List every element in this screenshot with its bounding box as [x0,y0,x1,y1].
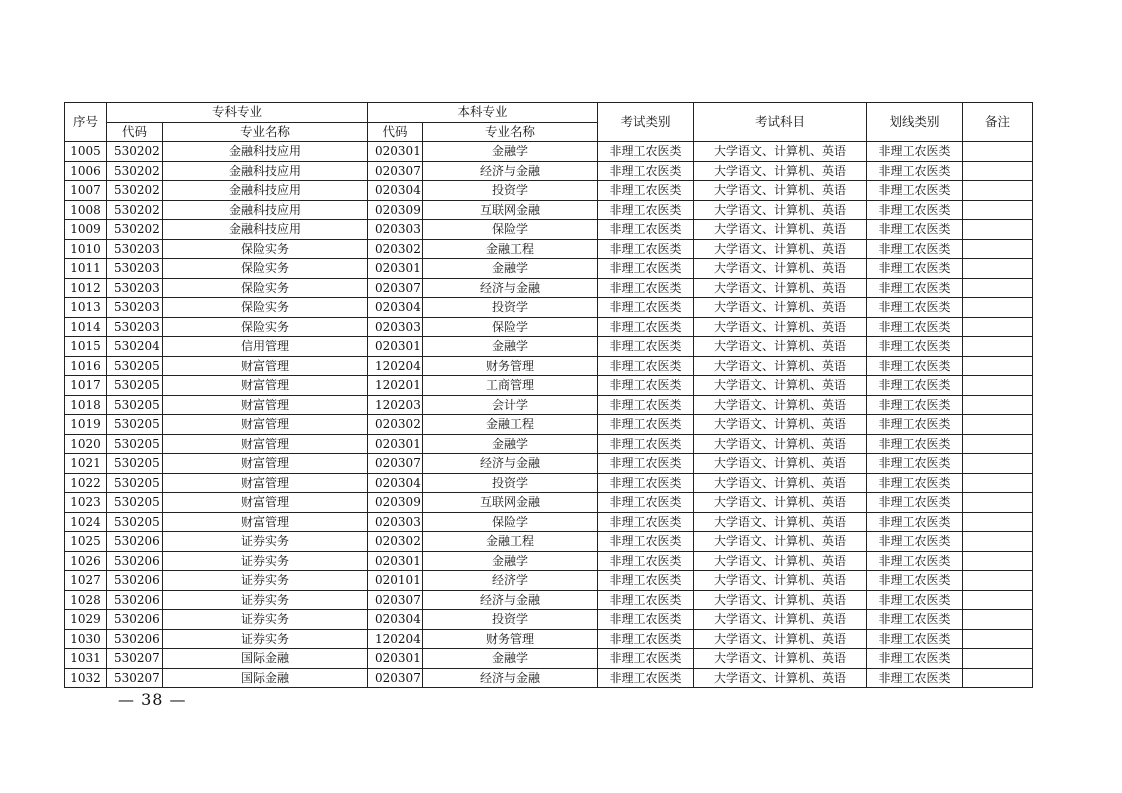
cell-seq: 1015 [65,337,107,357]
cell-benke-name: 经济与金融 [423,161,598,181]
cell-zhuanke-code: 530206 [107,629,163,649]
table-row [65,317,1033,337]
table-row [65,532,1033,552]
cell-line-type: 非理工农医类 [867,434,963,454]
cell-remark [963,395,1033,415]
cell-benke-code: 020101 [368,571,423,591]
cell-line-type: 非理工农医类 [867,376,963,396]
cell-remark [963,337,1033,357]
cell-seq: 1031 [65,649,107,669]
cell-exam-type: 非理工农医类 [598,668,694,688]
header-zhuanke: 专科专业 [107,103,368,123]
cell-exam-type: 非理工农医类 [598,454,694,474]
cell-exam-type: 非理工农医类 [598,259,694,279]
cell-seq: 1020 [65,434,107,454]
cell-benke-name: 经济学 [423,571,598,591]
cell-exam-subjects: 大学语文、计算机、英语 [694,278,867,298]
cell-line-type: 非理工农医类 [867,571,963,591]
cell-benke-code: 020301 [368,142,423,162]
cell-remark [963,590,1033,610]
header-zhuanke-code: 代码 [107,122,163,142]
cell-seq: 1007 [65,181,107,201]
cell-benke-code: 020307 [368,454,423,474]
cell-exam-type: 非理工农医类 [598,512,694,532]
header-benke: 本科专业 [368,103,598,123]
cell-zhuanke-code: 530203 [107,259,163,279]
cell-zhuanke-name: 证券实务 [163,551,368,571]
cell-seq: 1026 [65,551,107,571]
cell-remark [963,200,1033,220]
cell-exam-type: 非理工农医类 [598,493,694,513]
cell-benke-name: 投资学 [423,298,598,318]
cell-zhuanke-name: 财富管理 [163,473,368,493]
cell-zhuanke-name: 保险实务 [163,317,368,337]
cell-zhuanke-name: 财富管理 [163,454,368,474]
cell-zhuanke-name: 金融科技应用 [163,220,368,240]
cell-exam-type: 非理工农医类 [598,415,694,435]
cell-benke-code: 120201 [368,376,423,396]
cell-line-type: 非理工农医类 [867,532,963,552]
table-row [65,415,1033,435]
table-row [65,649,1033,669]
cell-line-type: 非理工农医类 [867,278,963,298]
cell-seq: 1014 [65,317,107,337]
cell-zhuanke-name: 国际金融 [163,668,368,688]
cell-exam-subjects: 大学语文、计算机、英语 [694,493,867,513]
cell-exam-type: 非理工农医类 [598,142,694,162]
cell-remark [963,454,1033,474]
header-remark: 备注 [963,103,1033,142]
cell-line-type: 非理工农医类 [867,668,963,688]
cell-benke-name: 互联网金融 [423,200,598,220]
cell-line-type: 非理工农医类 [867,473,963,493]
cell-benke-code: 020307 [368,590,423,610]
cell-benke-code: 020304 [368,610,423,630]
cell-zhuanke-code: 530203 [107,239,163,259]
cell-exam-subjects: 大学语文、计算机、英语 [694,239,867,259]
cell-exam-type: 非理工农医类 [598,629,694,649]
cell-benke-name: 金融工程 [423,532,598,552]
cell-remark [963,610,1033,630]
table-row [65,220,1033,240]
cell-exam-type: 非理工农医类 [598,239,694,259]
cell-line-type: 非理工农医类 [867,161,963,181]
page-number: — 38 — [118,690,187,709]
cell-exam-type: 非理工农医类 [598,220,694,240]
cell-zhuanke-name: 财富管理 [163,395,368,415]
cell-remark [963,220,1033,240]
cell-seq: 1027 [65,571,107,591]
cell-benke-code: 020301 [368,259,423,279]
header-line-type: 划线类别 [867,103,963,142]
cell-benke-code: 020301 [368,551,423,571]
cell-benke-code: 020303 [368,512,423,532]
cell-seq: 1019 [65,415,107,435]
table-row [65,629,1033,649]
cell-benke-name: 经济与金融 [423,668,598,688]
table-row [65,434,1033,454]
cell-line-type: 非理工农医类 [867,551,963,571]
cell-zhuanke-name: 证券实务 [163,590,368,610]
cell-line-type: 非理工农医类 [867,298,963,318]
cell-benke-code: 020302 [368,239,423,259]
cell-benke-name: 工商管理 [423,376,598,396]
cell-zhuanke-code: 530203 [107,278,163,298]
cell-zhuanke-name: 国际金融 [163,649,368,669]
cell-zhuanke-code: 530205 [107,395,163,415]
cell-zhuanke-name: 金融科技应用 [163,142,368,162]
cell-exam-type: 非理工农医类 [598,590,694,610]
table-row [65,161,1033,181]
cell-exam-type: 非理工农医类 [598,298,694,318]
cell-zhuanke-name: 保险实务 [163,239,368,259]
cell-seq: 1005 [65,142,107,162]
header-benke-name: 专业名称 [423,122,598,142]
cell-line-type: 非理工农医类 [867,629,963,649]
cell-zhuanke-code: 530203 [107,298,163,318]
cell-remark [963,629,1033,649]
cell-exam-subjects: 大学语文、计算机、英语 [694,610,867,630]
cell-line-type: 非理工农医类 [867,337,963,357]
cell-benke-name: 金融学 [423,551,598,571]
cell-line-type: 非理工农医类 [867,590,963,610]
table-row [65,551,1033,571]
cell-exam-subjects: 大学语文、计算机、英语 [694,298,867,318]
cell-benke-code: 020307 [368,668,423,688]
cell-exam-type: 非理工农医类 [598,610,694,630]
cell-remark [963,532,1033,552]
cell-exam-subjects: 大学语文、计算机、英语 [694,142,867,162]
table-row [65,395,1033,415]
cell-exam-subjects: 大学语文、计算机、英语 [694,629,867,649]
table-row [65,239,1033,259]
cell-zhuanke-code: 530205 [107,454,163,474]
cell-zhuanke-code: 530202 [107,161,163,181]
cell-remark [963,649,1033,669]
table-row [65,278,1033,298]
cell-benke-code: 020303 [368,317,423,337]
table-header [65,103,1033,142]
cell-zhuanke-code: 530207 [107,649,163,669]
cell-zhuanke-name: 证券实务 [163,610,368,630]
cell-remark [963,259,1033,279]
cell-exam-subjects: 大学语文、计算机、英语 [694,259,867,279]
cell-benke-name: 经济与金融 [423,454,598,474]
table-row [65,259,1033,279]
table-row [65,473,1033,493]
cell-zhuanke-code: 530205 [107,415,163,435]
cell-exam-subjects: 大学语文、计算机、英语 [694,551,867,571]
cell-zhuanke-code: 530206 [107,610,163,630]
cell-line-type: 非理工农医类 [867,200,963,220]
cell-seq: 1006 [65,161,107,181]
cell-line-type: 非理工农医类 [867,239,963,259]
cell-line-type: 非理工农医类 [867,493,963,513]
cell-line-type: 非理工农医类 [867,220,963,240]
table-row [65,142,1033,162]
cell-zhuanke-name: 财富管理 [163,493,368,513]
table-row [65,337,1033,357]
cell-exam-type: 非理工农医类 [598,551,694,571]
cell-line-type: 非理工农医类 [867,356,963,376]
cell-seq: 1008 [65,200,107,220]
cell-line-type: 非理工农医类 [867,181,963,201]
cell-zhuanke-code: 530202 [107,142,163,162]
cell-exam-subjects: 大学语文、计算机、英语 [694,376,867,396]
cell-seq: 1009 [65,220,107,240]
cell-exam-subjects: 大学语文、计算机、英语 [694,454,867,474]
cell-remark [963,473,1033,493]
cell-line-type: 非理工农医类 [867,142,963,162]
cell-benke-name: 保险学 [423,317,598,337]
cell-benke-code: 020302 [368,532,423,552]
cell-benke-name: 金融工程 [423,415,598,435]
cell-benke-name: 投资学 [423,181,598,201]
header-exam-type: 考试类别 [598,103,694,142]
cell-zhuanke-name: 保险实务 [163,298,368,318]
cell-seq: 1025 [65,532,107,552]
cell-exam-type: 非理工农医类 [598,376,694,396]
cell-benke-name: 财务管理 [423,629,598,649]
cell-exam-subjects: 大学语文、计算机、英语 [694,181,867,201]
cell-exam-type: 非理工农医类 [598,337,694,357]
cell-exam-subjects: 大学语文、计算机、英语 [694,415,867,435]
cell-exam-type: 非理工农医类 [598,181,694,201]
header-zhuanke-name: 专业名称 [163,122,368,142]
cell-remark [963,434,1033,454]
cell-seq: 1030 [65,629,107,649]
cell-zhuanke-code: 530202 [107,200,163,220]
cell-seq: 1012 [65,278,107,298]
cell-zhuanke-code: 530205 [107,512,163,532]
cell-exam-subjects: 大学语文、计算机、英语 [694,395,867,415]
cell-zhuanke-name: 保险实务 [163,278,368,298]
cell-zhuanke-code: 530205 [107,473,163,493]
cell-zhuanke-name: 证券实务 [163,532,368,552]
cell-exam-subjects: 大学语文、计算机、英语 [694,161,867,181]
cell-zhuanke-code: 530205 [107,493,163,513]
cell-zhuanke-name: 保险实务 [163,259,368,279]
cell-remark [963,181,1033,201]
table-row [65,590,1033,610]
cell-remark [963,161,1033,181]
cell-exam-subjects: 大学语文、计算机、英语 [694,337,867,357]
cell-exam-type: 非理工农医类 [598,473,694,493]
admission-table [64,102,1033,688]
cell-exam-type: 非理工农医类 [598,571,694,591]
header-benke-code: 代码 [368,122,423,142]
cell-zhuanke-name: 财富管理 [163,356,368,376]
cell-zhuanke-name: 财富管理 [163,512,368,532]
cell-benke-name: 投资学 [423,473,598,493]
cell-line-type: 非理工农医类 [867,415,963,435]
cell-seq: 1023 [65,493,107,513]
cell-exam-type: 非理工农医类 [598,161,694,181]
cell-remark [963,415,1033,435]
cell-exam-type: 非理工农医类 [598,532,694,552]
cell-exam-subjects: 大学语文、计算机、英语 [694,590,867,610]
cell-seq: 1032 [65,668,107,688]
cell-seq: 1011 [65,259,107,279]
cell-exam-type: 非理工农医类 [598,317,694,337]
cell-benke-name: 互联网金融 [423,493,598,513]
table-body [65,142,1033,688]
cell-zhuanke-name: 证券实务 [163,629,368,649]
cell-benke-name: 金融学 [423,649,598,669]
cell-seq: 1021 [65,454,107,474]
cell-line-type: 非理工农医类 [867,610,963,630]
cell-benke-name: 金融学 [423,259,598,279]
cell-benke-code: 120204 [368,629,423,649]
table-row [65,571,1033,591]
cell-zhuanke-code: 530205 [107,376,163,396]
cell-remark [963,493,1033,513]
cell-exam-subjects: 大学语文、计算机、英语 [694,649,867,669]
cell-benke-code: 020304 [368,298,423,318]
cell-seq: 1018 [65,395,107,415]
cell-remark [963,317,1033,337]
cell-seq: 1013 [65,298,107,318]
cell-remark [963,512,1033,532]
cell-benke-name: 金融学 [423,337,598,357]
cell-remark [963,571,1033,591]
cell-remark [963,668,1033,688]
cell-benke-name: 经济与金融 [423,590,598,610]
cell-seq: 1028 [65,590,107,610]
cell-zhuanke-name: 财富管理 [163,434,368,454]
cell-zhuanke-name: 金融科技应用 [163,200,368,220]
cell-exam-subjects: 大学语文、计算机、英语 [694,512,867,532]
table-row [65,454,1033,474]
cell-exam-type: 非理工农医类 [598,649,694,669]
cell-exam-subjects: 大学语文、计算机、英语 [694,668,867,688]
cell-benke-name: 金融学 [423,142,598,162]
cell-line-type: 非理工农医类 [867,317,963,337]
cell-benke-code: 120204 [368,356,423,376]
cell-benke-name: 保险学 [423,512,598,532]
table-row [65,512,1033,532]
cell-remark [963,298,1033,318]
cell-benke-code: 020309 [368,493,423,513]
table-row [65,200,1033,220]
cell-remark [963,356,1033,376]
table-row [65,181,1033,201]
cell-zhuanke-code: 530203 [107,317,163,337]
cell-line-type: 非理工农医类 [867,512,963,532]
cell-zhuanke-code: 530202 [107,181,163,201]
cell-benke-name: 投资学 [423,610,598,630]
cell-exam-subjects: 大学语文、计算机、英语 [694,356,867,376]
cell-zhuanke-code: 530206 [107,571,163,591]
cell-benke-name: 金融学 [423,434,598,454]
cell-benke-name: 经济与金融 [423,278,598,298]
cell-zhuanke-code: 530206 [107,551,163,571]
cell-exam-subjects: 大学语文、计算机、英语 [694,571,867,591]
cell-zhuanke-code: 530205 [107,356,163,376]
cell-seq: 1024 [65,512,107,532]
cell-benke-name: 财务管理 [423,356,598,376]
cell-zhuanke-code: 530206 [107,532,163,552]
cell-benke-code: 020301 [368,434,423,454]
cell-benke-code: 120203 [368,395,423,415]
cell-exam-type: 非理工农医类 [598,200,694,220]
cell-zhuanke-name: 财富管理 [163,415,368,435]
cell-zhuanke-code: 530206 [107,590,163,610]
cell-benke-code: 020301 [368,337,423,357]
cell-exam-type: 非理工农医类 [598,278,694,298]
cell-exam-subjects: 大学语文、计算机、英语 [694,473,867,493]
cell-seq: 1016 [65,356,107,376]
cell-line-type: 非理工农医类 [867,395,963,415]
cell-zhuanke-name: 证券实务 [163,571,368,591]
cell-remark [963,278,1033,298]
table-row [65,668,1033,688]
cell-line-type: 非理工农医类 [867,259,963,279]
cell-line-type: 非理工农医类 [867,454,963,474]
table-row [65,356,1033,376]
cell-exam-subjects: 大学语文、计算机、英语 [694,317,867,337]
cell-benke-code: 020303 [368,220,423,240]
cell-zhuanke-name: 信用管理 [163,337,368,357]
table-row [65,493,1033,513]
cell-exam-type: 非理工农医类 [598,356,694,376]
cell-seq: 1029 [65,610,107,630]
cell-benke-name: 会计学 [423,395,598,415]
cell-seq: 1017 [65,376,107,396]
cell-benke-code: 020301 [368,649,423,669]
cell-zhuanke-name: 金融科技应用 [163,161,368,181]
cell-benke-code: 020304 [368,181,423,201]
cell-seq: 1010 [65,239,107,259]
cell-remark [963,142,1033,162]
cell-exam-subjects: 大学语文、计算机、英语 [694,434,867,454]
cell-seq: 1022 [65,473,107,493]
cell-remark [963,376,1033,396]
cell-benke-code: 020309 [368,200,423,220]
cell-benke-name: 金融工程 [423,239,598,259]
cell-benke-code: 020302 [368,415,423,435]
cell-zhuanke-code: 530207 [107,668,163,688]
cell-benke-code: 020307 [368,278,423,298]
header-seq: 序号 [65,103,107,142]
cell-zhuanke-code: 530204 [107,337,163,357]
cell-exam-subjects: 大学语文、计算机、英语 [694,220,867,240]
cell-exam-type: 非理工农医类 [598,395,694,415]
cell-exam-subjects: 大学语文、计算机、英语 [694,200,867,220]
cell-exam-type: 非理工农医类 [598,434,694,454]
cell-zhuanke-name: 金融科技应用 [163,181,368,201]
cell-benke-code: 020304 [368,473,423,493]
header-exam-subjects: 考试科目 [694,103,867,142]
table-row [65,610,1033,630]
cell-zhuanke-code: 530202 [107,220,163,240]
cell-zhuanke-code: 530205 [107,434,163,454]
cell-remark [963,239,1033,259]
table-row [65,298,1033,318]
cell-benke-code: 020307 [368,161,423,181]
cell-benke-name: 保险学 [423,220,598,240]
cell-zhuanke-name: 财富管理 [163,376,368,396]
cell-exam-subjects: 大学语文、计算机、英语 [694,532,867,552]
table-row [65,376,1033,396]
cell-remark [963,551,1033,571]
cell-line-type: 非理工农医类 [867,649,963,669]
